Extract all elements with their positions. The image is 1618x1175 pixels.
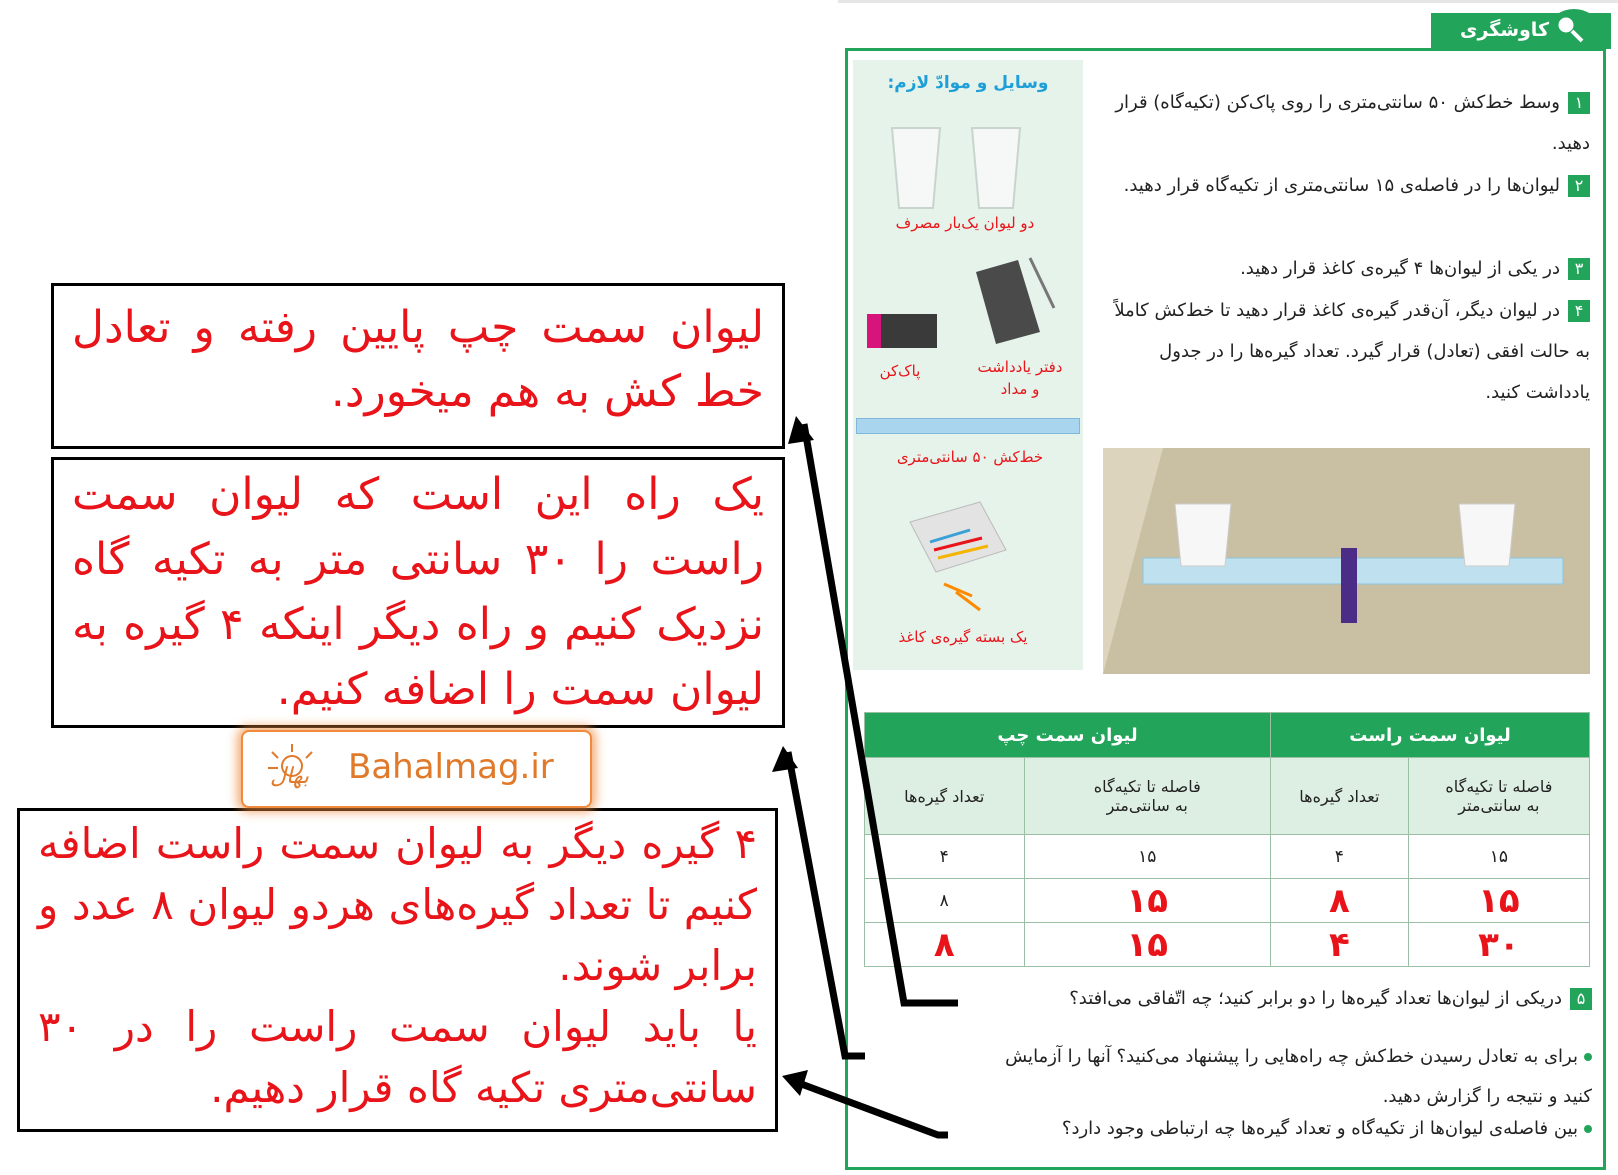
ruler-label: خط‌کش ۵۰ سانتی‌متری — [896, 448, 1044, 466]
arrow-head-icon — [788, 416, 814, 444]
step-1-number: ۱ — [1568, 92, 1590, 114]
left-distance-line2: به سانتی‌متر — [1106, 796, 1188, 815]
step-3-number: ۳ — [1568, 258, 1590, 280]
table-cell: ۸ — [865, 923, 1025, 967]
table-cell: ۴ — [865, 835, 1025, 879]
table-cell: ۴ — [1271, 923, 1409, 967]
step-4-number: ۴ — [1568, 300, 1590, 322]
step-2-text: لیوان‌ها را در فاصله‌ی ۱۵ سانتی‌متری از تکیه‌گاه قرار دهید. — [1123, 175, 1560, 196]
watermark-text: Bahalmag.ir — [348, 747, 554, 787]
left-clips-header: تعداد گیره‌ها — [865, 758, 1025, 835]
table-cell: ۴ — [1271, 835, 1409, 879]
annotation-note-3-line2: یا باید لیوان سمت راست را در ۳۰ سانتی‌متری تکیه گاه قرار دهیم. — [38, 1002, 757, 1112]
step-2-number: ۲ — [1568, 175, 1590, 197]
arrow-to-note-1 — [804, 424, 958, 1003]
notebook-label-line2: و مداد — [1000, 380, 1040, 398]
table-cell: ۱۵ — [1408, 879, 1589, 923]
bullet-question-1-line2: کنید و نتیجه را گزارش دهید. — [1382, 1086, 1592, 1107]
step-3-text: در یکی از لیوان‌ها ۴ گیره‌ی کاغذ قرار دهید. — [1240, 258, 1560, 279]
materials-title: وسایل و موادّ لازم: — [887, 73, 1049, 93]
table-cell: ۱۵ — [1024, 879, 1271, 923]
notebook-label-line1: دفتر یادداشت — [977, 358, 1063, 376]
bullet-question-2-text: بین فاصله‌ی لیوان‌ها از تکیه‌گاه و تعداد گیره‌ها چه ارتباطی وجود دارد؟ — [1061, 1118, 1578, 1139]
left-distance-line1: فاصله تا تکیه‌گاه — [1093, 777, 1201, 796]
question-5-number: ۵ — [1570, 988, 1592, 1010]
eraser-label: پاک‌کن — [879, 362, 921, 380]
table-cell: ۱۵ — [1024, 835, 1271, 879]
paperclips-label: یک بسته گیره‌ی کاغذ — [898, 628, 1028, 646]
table-cell: ۱۵ — [1408, 835, 1589, 879]
step-4-text: در لیوان دیگر، آن‌قدر گیره‌ی کاغذ قرار دهید تا خط‌کش کاملاً به حالت افقی (تعادل) قرار گیرد. تعداد گیره‌ها را در جدول یادداشت کنید. — [1114, 300, 1590, 403]
left-cup-header: لیوان سمت چپ — [865, 713, 1271, 758]
bullet-question-1-line1: برای به تعادل رسیدن خط‌کش چه راه‌هایی را پیشنهاد می‌کنید؟ آنها را آزمایش — [1005, 1046, 1578, 1067]
watermark-logo-text: بهال — [270, 764, 309, 789]
annotation-note-2-text: یک راه این است که لیوان سمت راست را ۳۰ سانتی متر به تکیه گاه نزدیک کنیم و راه دیگر اینکه ۴ گیره به لیوان سمت را اضافه کنیم. — [72, 469, 764, 715]
section-tag: کاوشگری — [1431, 13, 1611, 49]
right-distance-line1: فاصله تا تکیه‌گاه — [1445, 777, 1553, 796]
arrow-to-note-2 — [788, 752, 865, 1056]
table-cell: ۸ — [865, 879, 1025, 923]
cups-label: دو لیوان یک‌بار مصرف — [895, 214, 1035, 232]
right-distance-line2: به سانتی‌متر — [1458, 796, 1540, 815]
arrow-to-note-3 — [796, 1082, 948, 1135]
table-cell: ۱۵ — [1024, 923, 1271, 967]
table-cell: ۸ — [1271, 879, 1409, 923]
annotation-note-1-text: لیوان سمت چپ پایین رفته و تعادل خط کش به هم میخورد. — [72, 302, 764, 417]
arrow-head-icon — [772, 746, 798, 772]
question-5-text: دریکی از لیوان‌ها تعداد گیره‌ها را دو برابر کنید؛ چه اتّفاقی می‌افتد؟ — [1069, 988, 1562, 1009]
step-1-text: وسط خط‌کش ۵۰ سانتی‌متری را روی پاک‌کن (تکیه‌گاه) قرار دهید. — [1115, 92, 1590, 154]
right-cup-header: لیوان سمت راست — [1271, 713, 1590, 758]
annotation-note-3-line1: ۴ گیره دیگر به لیوان سمت راست اضافه کنیم تا تعداد گیره‌های هردو لیوان ۸ عدد و برابر شوند. — [38, 819, 757, 990]
table-cell: ۳۰ — [1408, 923, 1589, 967]
right-clips-header: تعداد گیره‌ها — [1271, 758, 1409, 835]
